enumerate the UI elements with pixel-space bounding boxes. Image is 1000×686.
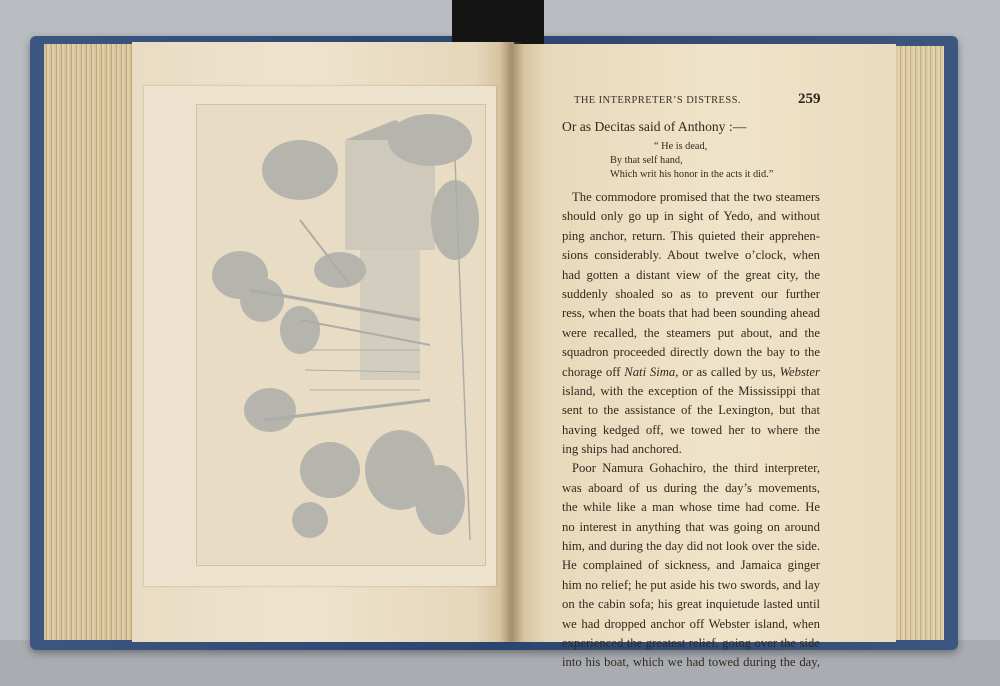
book-gutter (500, 42, 524, 642)
running-head: THE INTERPRETER’S DISTRESS. (574, 95, 741, 106)
text-line: ress, when the boats that had been sounding ahead (562, 306, 820, 321)
paragraph-namura (562, 459, 820, 672)
text-line: were recalled, the steamers put about, and the (562, 325, 820, 340)
text-line: The commodore promised that the two steamers (572, 190, 820, 204)
text-line: no interest in anything that was going on around (562, 519, 820, 534)
text-line: sions considerably. About twelve o’clock, when (562, 248, 820, 263)
text-line: him no relief; he put aside his two swords, and lay (562, 577, 820, 592)
verse-line: By that self hand, (610, 155, 683, 166)
text-line: Poor Namura Gohachiro, the third interpreter, (572, 461, 820, 476)
text-line: should only go up in sight of Yedo, and without (562, 209, 820, 224)
text-line: suddenly shoaled so as to prevent our further (562, 286, 820, 301)
verse-line: Which writ his honor in the acts it did.” (610, 169, 774, 180)
paragraph-commodore (562, 188, 820, 459)
text-line: we had dropped anchor off Webster island, when (562, 616, 820, 631)
text-line: into his boat, which we had towed during the day, (562, 655, 820, 670)
text-line: ping anchor, return. This quieted their apprehen- (562, 228, 820, 243)
text-line: sent to the assistance of the Lexington, but that (562, 403, 820, 418)
text-line: him, and during the day did not look over the side. (562, 539, 820, 554)
text-line: experienced the greatest relief, going over the side (562, 635, 820, 650)
text-line: chorage off Nati Sima, or as called by us, Webster (562, 364, 820, 379)
intro-line: Or as Decitas said of Anthony :— (562, 119, 747, 134)
text-line: was aboard of us during the day’s movements, (562, 480, 820, 495)
text-line: He complained of sickness, and Jamaica ginger (562, 558, 820, 573)
page-number: 259 (798, 91, 821, 107)
verse-line: “ He is dead, (654, 141, 708, 152)
text-line: squadron proceeded directly down the bay to the (562, 345, 820, 360)
text-line: the while like a man whose time had come. He (562, 500, 820, 515)
text-line: island, with the exception of the Mississippi that (562, 383, 820, 398)
text-line: ing ships had anchored. (562, 442, 682, 457)
text-line: had gotten a distant view of the great city, the (562, 267, 820, 282)
verse-quote (610, 140, 820, 182)
text-line: having kedged off, we towed her to where the (562, 422, 820, 437)
page-text (562, 118, 820, 673)
text-line: on the cabin sofa; his great inquietude lasted until (562, 597, 820, 612)
